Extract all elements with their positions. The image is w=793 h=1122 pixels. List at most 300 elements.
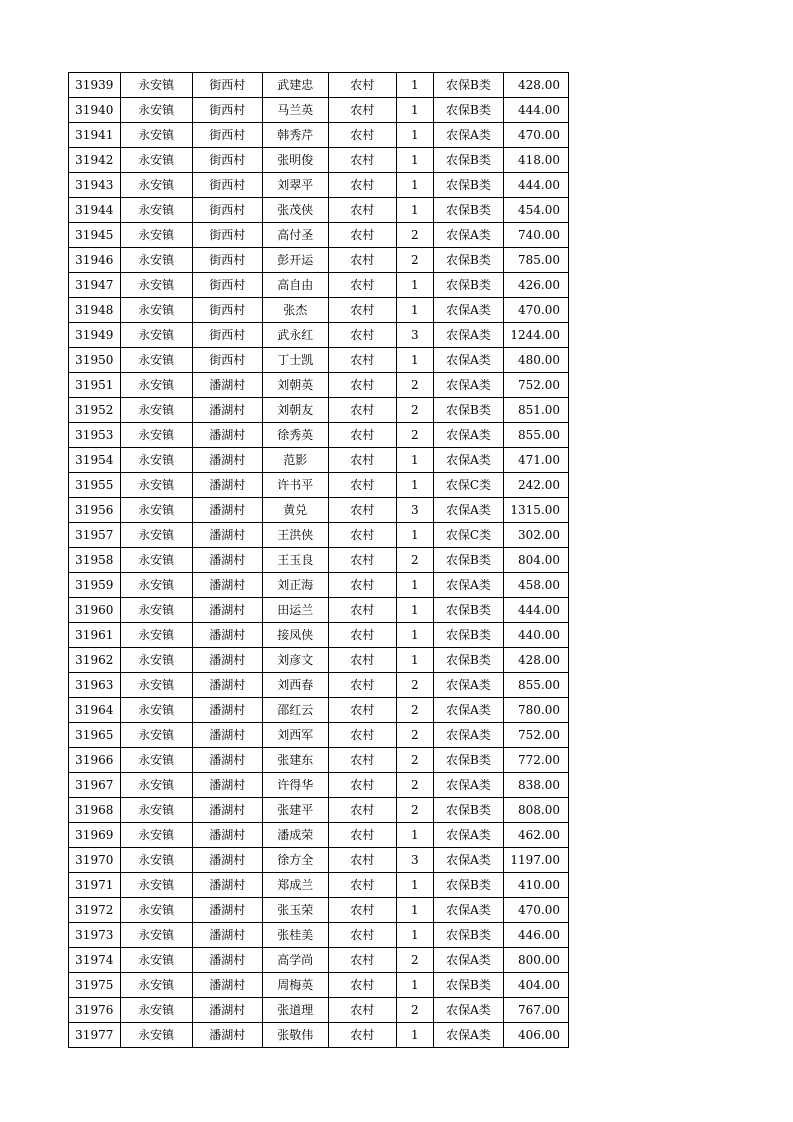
household-type-cell: 农村 — [328, 123, 396, 148]
table-row — [69, 573, 569, 598]
insurance-category-cell: 农保A类 — [433, 948, 503, 973]
town-cell: 永安镇 — [120, 548, 192, 573]
amount-cell: 418.00 — [503, 148, 568, 173]
person-count-cell: 1 — [396, 273, 433, 298]
insurance-category-cell: 农保C类 — [433, 473, 503, 498]
person-count-cell: 3 — [396, 323, 433, 348]
insurance-category-cell: 农保A类 — [433, 323, 503, 348]
person-count-cell: 2 — [396, 223, 433, 248]
table-row — [69, 723, 569, 748]
town-cell: 永安镇 — [120, 398, 192, 423]
village-cell: 潘湖村 — [192, 623, 262, 648]
insurance-category-cell: 农保B类 — [433, 798, 503, 823]
name-cell: 郑成兰 — [262, 873, 328, 898]
town-cell: 永安镇 — [120, 73, 192, 98]
name-cell: 王玉良 — [262, 548, 328, 573]
village-cell: 潘湖村 — [192, 398, 262, 423]
name-cell: 刘朝友 — [262, 398, 328, 423]
insurance-category-cell: 农保A类 — [433, 823, 503, 848]
person-count-cell: 2 — [396, 948, 433, 973]
record-id-cell: 31949 — [69, 323, 121, 348]
name-cell: 范影 — [262, 448, 328, 473]
amount-cell: 410.00 — [503, 873, 568, 898]
person-count-cell: 1 — [396, 348, 433, 373]
insurance-category-cell: 农保B类 — [433, 198, 503, 223]
insurance-category-cell: 农保B类 — [433, 148, 503, 173]
person-count-cell: 2 — [396, 398, 433, 423]
name-cell: 刘翠平 — [262, 173, 328, 198]
insurance-category-cell: 农保A类 — [433, 898, 503, 923]
town-cell: 永安镇 — [120, 148, 192, 173]
name-cell: 马兰英 — [262, 98, 328, 123]
household-type-cell: 农村 — [328, 898, 396, 923]
person-count-cell: 2 — [396, 773, 433, 798]
town-cell: 永安镇 — [120, 923, 192, 948]
record-id-cell: 31974 — [69, 948, 121, 973]
town-cell: 永安镇 — [120, 348, 192, 373]
insurance-category-cell: 农保B类 — [433, 398, 503, 423]
person-count-cell: 3 — [396, 498, 433, 523]
household-type-cell: 农村 — [328, 298, 396, 323]
record-id-cell: 31951 — [69, 373, 121, 398]
household-type-cell: 农村 — [328, 698, 396, 723]
person-count-cell: 1 — [396, 123, 433, 148]
insurance-category-cell: 农保B类 — [433, 923, 503, 948]
household-type-cell: 农村 — [328, 223, 396, 248]
amount-cell: 242.00 — [503, 473, 568, 498]
table-row — [69, 473, 569, 498]
name-cell: 潘成荣 — [262, 823, 328, 848]
village-cell: 潘湖村 — [192, 823, 262, 848]
insurance-category-cell: 农保B类 — [433, 623, 503, 648]
town-cell: 永安镇 — [120, 648, 192, 673]
name-cell: 张建平 — [262, 798, 328, 823]
amount-cell: 855.00 — [503, 423, 568, 448]
town-cell: 永安镇 — [120, 898, 192, 923]
household-type-cell: 农村 — [328, 623, 396, 648]
village-cell: 街西村 — [192, 123, 262, 148]
household-type-cell: 农村 — [328, 323, 396, 348]
name-cell: 张道理 — [262, 998, 328, 1023]
town-cell: 永安镇 — [120, 823, 192, 848]
record-id-cell: 31955 — [69, 473, 121, 498]
record-id-cell: 31947 — [69, 273, 121, 298]
person-count-cell: 1 — [396, 98, 433, 123]
name-cell: 丁士凯 — [262, 348, 328, 373]
insurance-category-cell: 农保B类 — [433, 73, 503, 98]
person-count-cell: 1 — [396, 598, 433, 623]
household-type-cell: 农村 — [328, 448, 396, 473]
town-cell: 永安镇 — [120, 373, 192, 398]
name-cell: 张建东 — [262, 748, 328, 773]
insurance-category-cell: 农保B类 — [433, 648, 503, 673]
record-id-cell: 31970 — [69, 848, 121, 873]
amount-cell: 426.00 — [503, 273, 568, 298]
village-cell: 潘湖村 — [192, 698, 262, 723]
town-cell: 永安镇 — [120, 848, 192, 873]
village-cell: 街西村 — [192, 98, 262, 123]
amount-cell: 428.00 — [503, 648, 568, 673]
town-cell: 永安镇 — [120, 1023, 192, 1048]
insurance-category-cell: 农保A类 — [433, 348, 503, 373]
amount-cell: 444.00 — [503, 598, 568, 623]
household-type-cell: 农村 — [328, 473, 396, 498]
record-id-cell: 31946 — [69, 248, 121, 273]
table-row — [69, 948, 569, 973]
name-cell: 刘西春 — [262, 673, 328, 698]
person-count-cell: 1 — [396, 923, 433, 948]
record-id-cell: 31957 — [69, 523, 121, 548]
name-cell: 张桂美 — [262, 923, 328, 948]
table-row — [69, 998, 569, 1023]
amount-cell: 804.00 — [503, 548, 568, 573]
village-cell: 潘湖村 — [192, 448, 262, 473]
record-id-cell: 31950 — [69, 348, 121, 373]
record-id-cell: 31976 — [69, 998, 121, 1023]
name-cell: 韩秀芹 — [262, 123, 328, 148]
record-id-cell: 31961 — [69, 623, 121, 648]
record-id-cell: 31971 — [69, 873, 121, 898]
insurance-category-cell: 农保A类 — [433, 848, 503, 873]
village-cell: 潘湖村 — [192, 673, 262, 698]
table-row — [69, 873, 569, 898]
insurance-category-cell: 农保C类 — [433, 523, 503, 548]
name-cell: 许得华 — [262, 773, 328, 798]
record-id-cell: 31942 — [69, 148, 121, 173]
record-id-cell: 31977 — [69, 1023, 121, 1048]
household-type-cell: 农村 — [328, 773, 396, 798]
table-row — [69, 498, 569, 523]
town-cell: 永安镇 — [120, 173, 192, 198]
record-id-cell: 31956 — [69, 498, 121, 523]
amount-cell: 446.00 — [503, 923, 568, 948]
village-cell: 潘湖村 — [192, 723, 262, 748]
town-cell: 永安镇 — [120, 498, 192, 523]
insurance-category-cell: 农保A类 — [433, 123, 503, 148]
insurance-category-cell: 农保A类 — [433, 998, 503, 1023]
person-count-cell: 3 — [396, 848, 433, 873]
amount-cell: 752.00 — [503, 723, 568, 748]
town-cell: 永安镇 — [120, 223, 192, 248]
town-cell: 永安镇 — [120, 473, 192, 498]
record-id-cell: 31939 — [69, 73, 121, 98]
person-count-cell: 2 — [396, 748, 433, 773]
insurance-category-cell: 农保A类 — [433, 673, 503, 698]
insurance-category-cell: 农保B类 — [433, 273, 503, 298]
person-count-cell: 1 — [396, 973, 433, 998]
household-type-cell: 农村 — [328, 73, 396, 98]
table-row — [69, 348, 569, 373]
person-count-cell: 2 — [396, 423, 433, 448]
insurance-category-cell: 农保A类 — [433, 498, 503, 523]
person-count-cell: 1 — [396, 448, 433, 473]
amount-cell: 444.00 — [503, 98, 568, 123]
amount-cell: 470.00 — [503, 298, 568, 323]
record-id-cell: 31943 — [69, 173, 121, 198]
name-cell: 刘彦文 — [262, 648, 328, 673]
person-count-cell: 1 — [396, 198, 433, 223]
records-table-body — [69, 73, 569, 1048]
town-cell: 永安镇 — [120, 523, 192, 548]
table-row — [69, 1023, 569, 1048]
village-cell: 潘湖村 — [192, 998, 262, 1023]
name-cell: 徐方全 — [262, 848, 328, 873]
table-row — [69, 423, 569, 448]
record-id-cell: 31968 — [69, 798, 121, 823]
name-cell: 王洪侠 — [262, 523, 328, 548]
table-row — [69, 848, 569, 873]
table-row — [69, 748, 569, 773]
record-id-cell: 31966 — [69, 748, 121, 773]
village-cell: 街西村 — [192, 248, 262, 273]
household-type-cell: 农村 — [328, 198, 396, 223]
insurance-category-cell: 农保B类 — [433, 248, 503, 273]
person-count-cell: 2 — [396, 798, 433, 823]
amount-cell: 470.00 — [503, 898, 568, 923]
insurance-category-cell: 农保A类 — [433, 223, 503, 248]
village-cell: 街西村 — [192, 348, 262, 373]
amount-cell: 838.00 — [503, 773, 568, 798]
household-type-cell: 农村 — [328, 798, 396, 823]
household-type-cell: 农村 — [328, 998, 396, 1023]
table-row — [69, 198, 569, 223]
amount-cell: 1315.00 — [503, 498, 568, 523]
person-count-cell: 1 — [396, 623, 433, 648]
name-cell: 刘正海 — [262, 573, 328, 598]
name-cell: 高自由 — [262, 273, 328, 298]
village-cell: 街西村 — [192, 223, 262, 248]
table-row — [69, 548, 569, 573]
person-count-cell: 2 — [396, 698, 433, 723]
amount-cell: 458.00 — [503, 573, 568, 598]
person-count-cell: 1 — [396, 73, 433, 98]
amount-cell: 855.00 — [503, 673, 568, 698]
name-cell: 接凤侠 — [262, 623, 328, 648]
record-id-cell: 31963 — [69, 673, 121, 698]
insurance-category-cell: 农保A类 — [433, 298, 503, 323]
town-cell: 永安镇 — [120, 273, 192, 298]
insurance-category-cell: 农保A类 — [433, 773, 503, 798]
table-row — [69, 398, 569, 423]
village-cell: 潘湖村 — [192, 573, 262, 598]
village-cell: 潘湖村 — [192, 748, 262, 773]
household-type-cell: 农村 — [328, 348, 396, 373]
village-cell: 街西村 — [192, 298, 262, 323]
record-id-cell: 31967 — [69, 773, 121, 798]
amount-cell: 808.00 — [503, 798, 568, 823]
name-cell: 张茂侠 — [262, 198, 328, 223]
town-cell: 永安镇 — [120, 998, 192, 1023]
person-count-cell: 2 — [396, 248, 433, 273]
village-cell: 潘湖村 — [192, 598, 262, 623]
amount-cell: 785.00 — [503, 248, 568, 273]
insurance-category-cell: 农保A类 — [433, 573, 503, 598]
person-count-cell: 1 — [396, 473, 433, 498]
amount-cell: 462.00 — [503, 823, 568, 848]
table-row — [69, 598, 569, 623]
amount-cell: 480.00 — [503, 348, 568, 373]
record-id-cell: 31941 — [69, 123, 121, 148]
household-type-cell: 农村 — [328, 173, 396, 198]
name-cell: 武建忠 — [262, 73, 328, 98]
household-type-cell: 农村 — [328, 548, 396, 573]
town-cell: 永安镇 — [120, 323, 192, 348]
name-cell: 周梅英 — [262, 973, 328, 998]
household-type-cell: 农村 — [328, 248, 396, 273]
record-id-cell: 31948 — [69, 298, 121, 323]
person-count-cell: 2 — [396, 373, 433, 398]
name-cell: 高学尚 — [262, 948, 328, 973]
amount-cell: 471.00 — [503, 448, 568, 473]
record-id-cell: 31960 — [69, 598, 121, 623]
record-id-cell: 31962 — [69, 648, 121, 673]
insurance-category-cell: 农保A类 — [433, 1023, 503, 1048]
household-type-cell: 农村 — [328, 398, 396, 423]
village-cell: 街西村 — [192, 273, 262, 298]
amount-cell: 740.00 — [503, 223, 568, 248]
amount-cell: 767.00 — [503, 998, 568, 1023]
table-row — [69, 123, 569, 148]
town-cell: 永安镇 — [120, 573, 192, 598]
person-count-cell: 2 — [396, 998, 433, 1023]
household-type-cell: 农村 — [328, 148, 396, 173]
name-cell: 高付圣 — [262, 223, 328, 248]
household-type-cell: 农村 — [328, 373, 396, 398]
amount-cell: 428.00 — [503, 73, 568, 98]
town-cell: 永安镇 — [120, 748, 192, 773]
table-row — [69, 773, 569, 798]
household-type-cell: 农村 — [328, 723, 396, 748]
town-cell: 永安镇 — [120, 98, 192, 123]
record-id-cell: 31953 — [69, 423, 121, 448]
insurance-category-cell: 农保B类 — [433, 173, 503, 198]
household-type-cell: 农村 — [328, 923, 396, 948]
table-row — [69, 373, 569, 398]
town-cell: 永安镇 — [120, 298, 192, 323]
insurance-category-cell: 农保A类 — [433, 423, 503, 448]
person-count-cell: 1 — [396, 148, 433, 173]
person-count-cell: 1 — [396, 898, 433, 923]
name-cell: 邵红云 — [262, 698, 328, 723]
person-count-cell: 1 — [396, 648, 433, 673]
table-row — [69, 698, 569, 723]
town-cell: 永安镇 — [120, 598, 192, 623]
town-cell: 永安镇 — [120, 723, 192, 748]
table-row — [69, 273, 569, 298]
household-type-cell: 农村 — [328, 673, 396, 698]
insurance-category-cell: 农保A类 — [433, 373, 503, 398]
record-id-cell: 31969 — [69, 823, 121, 848]
amount-cell: 752.00 — [503, 373, 568, 398]
name-cell: 张玉荣 — [262, 898, 328, 923]
name-cell: 彭开运 — [262, 248, 328, 273]
household-type-cell: 农村 — [328, 873, 396, 898]
village-cell: 街西村 — [192, 323, 262, 348]
name-cell: 张杰 — [262, 298, 328, 323]
amount-cell: 440.00 — [503, 623, 568, 648]
household-type-cell: 农村 — [328, 948, 396, 973]
table-row — [69, 823, 569, 848]
household-type-cell: 农村 — [328, 573, 396, 598]
person-count-cell: 1 — [396, 173, 433, 198]
household-type-cell: 农村 — [328, 1023, 396, 1048]
name-cell: 张明俊 — [262, 148, 328, 173]
village-cell: 潘湖村 — [192, 898, 262, 923]
table-row — [69, 798, 569, 823]
person-count-cell: 1 — [396, 873, 433, 898]
town-cell: 永安镇 — [120, 423, 192, 448]
name-cell: 黄兑 — [262, 498, 328, 523]
amount-cell: 800.00 — [503, 948, 568, 973]
town-cell: 永安镇 — [120, 973, 192, 998]
household-type-cell: 农村 — [328, 973, 396, 998]
amount-cell: 404.00 — [503, 973, 568, 998]
village-cell: 潘湖村 — [192, 523, 262, 548]
insurance-category-cell: 农保A类 — [433, 448, 503, 473]
table-row — [69, 323, 569, 348]
table-row — [69, 898, 569, 923]
record-id-cell: 31958 — [69, 548, 121, 573]
table-row — [69, 73, 569, 98]
record-id-cell: 31964 — [69, 698, 121, 723]
insurance-category-cell: 农保B类 — [433, 873, 503, 898]
insurance-category-cell: 农保A类 — [433, 698, 503, 723]
town-cell: 永安镇 — [120, 773, 192, 798]
table-row — [69, 648, 569, 673]
household-type-cell: 农村 — [328, 598, 396, 623]
record-id-cell: 31973 — [69, 923, 121, 948]
village-cell: 潘湖村 — [192, 548, 262, 573]
village-cell: 潘湖村 — [192, 1023, 262, 1048]
village-cell: 潘湖村 — [192, 423, 262, 448]
person-count-cell: 1 — [396, 823, 433, 848]
village-cell: 街西村 — [192, 173, 262, 198]
household-type-cell: 农村 — [328, 498, 396, 523]
amount-cell: 302.00 — [503, 523, 568, 548]
table-row — [69, 173, 569, 198]
table-row — [69, 148, 569, 173]
person-count-cell: 2 — [396, 723, 433, 748]
town-cell: 永安镇 — [120, 248, 192, 273]
village-cell: 潘湖村 — [192, 923, 262, 948]
amount-cell: 1197.00 — [503, 848, 568, 873]
village-cell: 街西村 — [192, 198, 262, 223]
town-cell: 永安镇 — [120, 948, 192, 973]
table-row — [69, 623, 569, 648]
record-id-cell: 31975 — [69, 973, 121, 998]
table-row — [69, 523, 569, 548]
name-cell: 田运兰 — [262, 598, 328, 623]
insurance-category-cell: 农保B类 — [433, 973, 503, 998]
village-cell: 街西村 — [192, 148, 262, 173]
village-cell: 潘湖村 — [192, 948, 262, 973]
person-count-cell: 1 — [396, 1023, 433, 1048]
record-id-cell: 31940 — [69, 98, 121, 123]
person-count-cell: 1 — [396, 573, 433, 598]
town-cell: 永安镇 — [120, 623, 192, 648]
insurance-category-cell: 农保B类 — [433, 548, 503, 573]
amount-cell: 454.00 — [503, 198, 568, 223]
insurance-category-cell: 农保A类 — [433, 723, 503, 748]
village-cell: 潘湖村 — [192, 773, 262, 798]
records-table — [68, 72, 569, 1048]
name-cell: 徐秀英 — [262, 423, 328, 448]
household-type-cell: 农村 — [328, 423, 396, 448]
household-type-cell: 农村 — [328, 848, 396, 873]
record-id-cell: 31965 — [69, 723, 121, 748]
town-cell: 永安镇 — [120, 448, 192, 473]
town-cell: 永安镇 — [120, 873, 192, 898]
